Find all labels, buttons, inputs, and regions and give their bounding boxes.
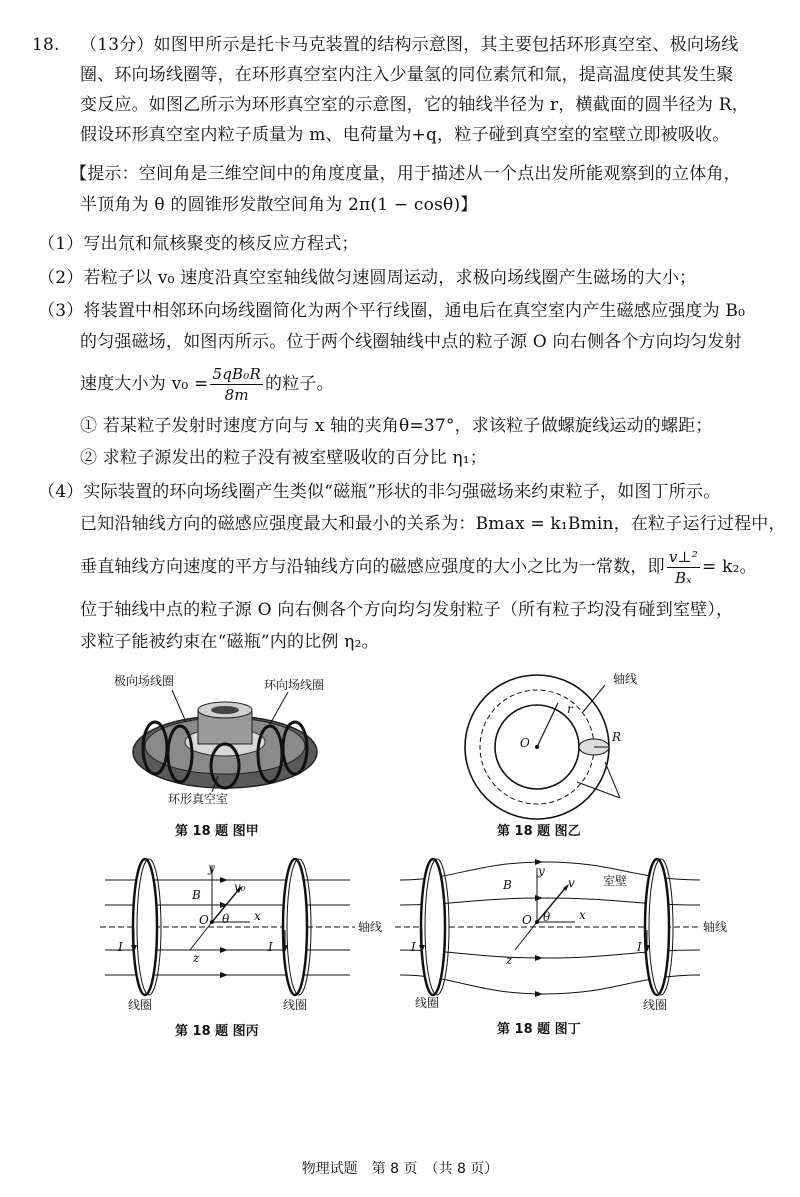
label-axis-yi: 轴线 <box>613 672 638 686</box>
label-v0-bing: v₀ <box>234 880 246 894</box>
label-O-ding: O <box>522 913 532 927</box>
intro-line-4: 假设环形真空室内粒子质量为 m、电荷量为+q，粒子碰到真空室的室壁立即被吸收。 <box>80 125 730 145</box>
caption-figure-yi: 第 18 题 图乙 <box>497 824 581 839</box>
question-number-label: 18. <box>32 35 60 55</box>
label-O-yi: O <box>520 736 530 750</box>
label-O-bing: O <box>199 913 209 927</box>
p4-fraction-denominator: Bₓ <box>675 568 692 587</box>
label-coil-left-ding: 线圈 <box>415 996 440 1010</box>
uniform-field-figure <box>100 850 360 1000</box>
p3-fraction-numerator: 5qB₀R <box>212 364 261 383</box>
part-3-line-1: （3）将装置中相邻环向场线圈简化为两个平行线圈，通电后在真空室内产生磁感应强度为 B₀ <box>38 301 746 321</box>
p4-fraction-numerator: v⊥² <box>668 547 699 566</box>
label-axis-ding: 轴线 <box>703 920 728 934</box>
p4-ratio-suffix: = k₂。 <box>702 557 757 577</box>
caption-figure-jia: 第 18 题 图甲 <box>175 824 259 839</box>
label-wall: 室壁 <box>603 874 628 888</box>
part-3-line-2: 的匀强磁场，如图丙所示。位于两个线圈轴线中点的粒子源 O 向右侧各个方向均匀发射 <box>80 332 742 352</box>
p3-speed-suffix: 的粒子。 <box>264 374 334 394</box>
label-I-left-bing: I <box>118 940 123 954</box>
part-4-line-3 <box>80 542 757 592</box>
label-x-bing: x <box>254 909 261 923</box>
caption-figure-ding: 第 18 题 图丁 <box>497 1022 581 1037</box>
tokamak-figure <box>120 680 330 800</box>
hint-line-1: 【提示：空间角是三维空间中的角度度量，用于描述从一个点出发所能观察到的立体角， <box>70 164 741 184</box>
label-I-left-ding: I <box>411 940 416 954</box>
part-3-sub-1: ① 若某粒子发射时速度方向与 x 轴的夹角θ=37°，求该粒子做螺旋线运动的螺距； <box>80 416 713 436</box>
label-y-bing: y <box>208 861 215 875</box>
torus-section-figure <box>455 670 665 820</box>
label-theta-ding: θ <box>543 910 551 924</box>
part-4-line-1: （4）实际装置的环向场线圈产生类似“磁瓶”形状的非匀强磁场来约束粒子，如图丁所示。 <box>38 482 721 502</box>
label-vacuum-chamber: 环形真空室 <box>168 792 229 806</box>
label-theta-bing: θ <box>222 912 230 926</box>
p3-speed-prefix: 速度大小为 v₀ = <box>80 374 209 394</box>
score-label: （13分） <box>80 35 154 55</box>
label-x-ding: x <box>579 908 586 922</box>
label-v-ding: v <box>568 876 575 890</box>
magnetic-bottle-figure <box>395 850 705 1000</box>
part-3-line-3 <box>80 360 334 408</box>
intro-line-2: 圈、环向场线圈等，在环形真空室内注入少量氢的同位素氘和氚，提高温度使其发生聚 <box>80 65 734 85</box>
label-toroidal-coil: 环向场线圈 <box>264 678 325 692</box>
intro-line-1 <box>80 33 738 57</box>
label-B-ding: B <box>503 878 512 892</box>
part-1: （1）写出氘和氚核聚变的核反应方程式； <box>38 234 359 254</box>
caption-figure-bing: 第 18 题 图丙 <box>175 1024 259 1039</box>
label-axis-bing: 轴线 <box>358 920 383 934</box>
p3-fraction-denominator: 8m <box>224 385 249 404</box>
label-r: r <box>567 702 573 716</box>
intro-text-1: 如图甲所示是托卡马克装置的结构示意图，其主要包括环形真空室、极向场线 <box>153 35 739 55</box>
label-z-ding: z <box>506 953 513 967</box>
part-2: （2）若粒子以 v₀ 速度沿真空室轴线做匀速圆周运动，求极向场线圈产生磁场的大小； <box>38 268 697 288</box>
label-I-right-ding: I <box>637 940 642 954</box>
label-z-bing: z <box>193 951 200 965</box>
hint-line-2: 半顶角为 θ 的圆锥形发散空间角为 2π(1 − cosθ)】 <box>80 195 478 215</box>
question-number <box>32 33 60 57</box>
label-coil-left-bing: 线圈 <box>128 998 153 1012</box>
label-coil-right-ding: 线圈 <box>643 998 668 1012</box>
label-B-bing: B <box>192 888 201 902</box>
label-poloidal-coil: 极向场线圈 <box>114 674 175 688</box>
label-R: R <box>612 730 622 744</box>
p4-ratio-fraction <box>667 547 700 588</box>
page-footer: 物理试题 第 8 页 （共 8 页） <box>301 1161 499 1177</box>
p3-speed-fraction <box>210 364 262 405</box>
part-4-line-5: 求粒子能被约束在“磁瓶”内的比例 η₂。 <box>80 632 379 652</box>
intro-line-3: 变反应。如图乙所示为环形真空室的示意图，它的轴线半径为 r，横截面的圆半径为 R， <box>80 95 749 115</box>
label-I-right-bing: I <box>268 940 273 954</box>
part-4-line-4: 位于轴线中点的粒子源 O 向右侧各个方向均匀发射粒子（所有粒子均没有碰到室壁）， <box>80 600 734 620</box>
p4-ratio-prefix: 垂直轴线方向速度的平方与沿轴线方向的磁感应强度的大小之比为一常数，即 <box>80 557 665 577</box>
label-y-ding: y <box>538 864 545 878</box>
part-4-line-2: 已知沿轴线方向的磁感应强度最大和最小的关系为：Bmax = k₁Bmin，在粒子运行过程中， <box>80 514 786 534</box>
label-coil-right-bing: 线圈 <box>283 998 308 1012</box>
part-3-sub-2: ② 求粒子源发出的粒子没有被室壁吸收的百分比 η₁； <box>80 448 488 468</box>
